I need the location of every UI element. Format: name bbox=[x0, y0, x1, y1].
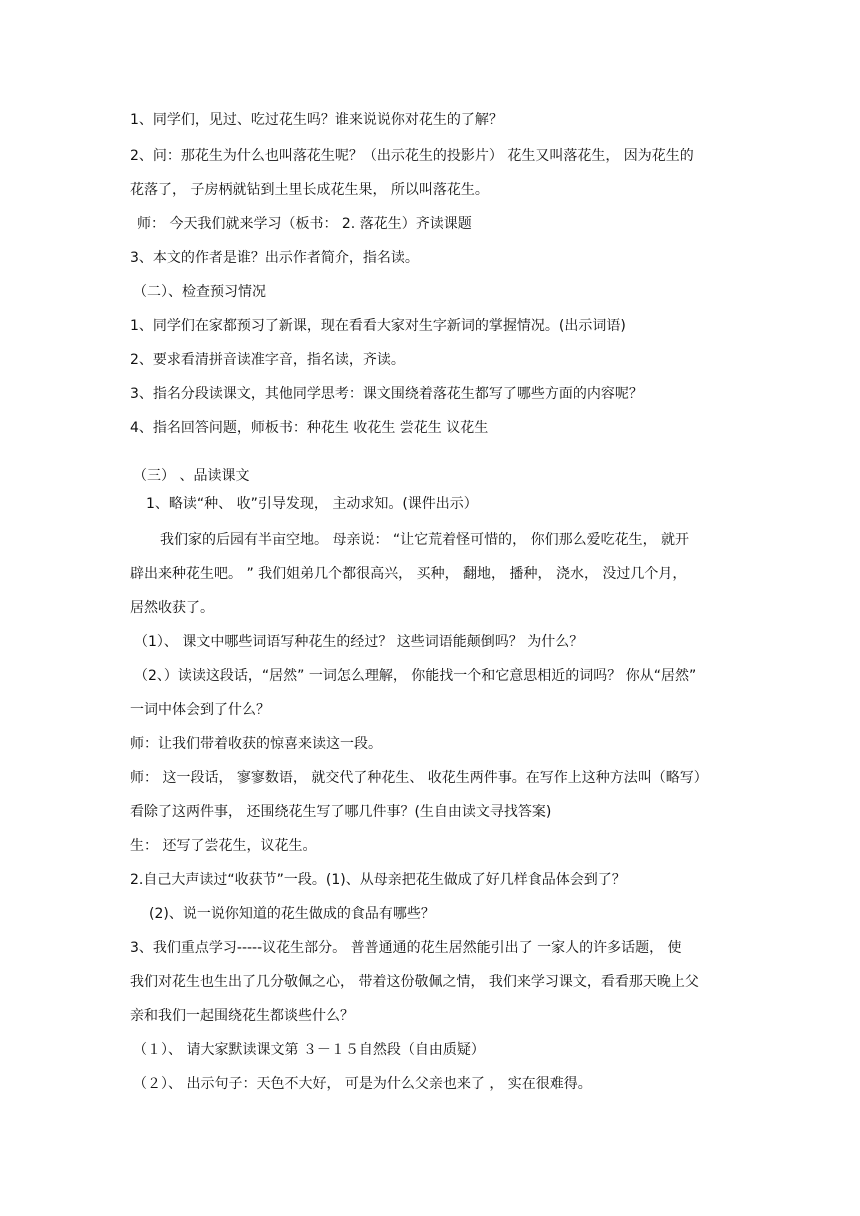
paragraph-line: 花落了， 子房柄就钻到土里长成花生果， 所以叫落花生。 bbox=[130, 182, 489, 198]
quoted-passage-line: 居然收获了。 bbox=[130, 600, 214, 616]
paragraph-line: 3、指名分段读课文，其他同学思考：课文围绕着落花生都写了哪些方面的内容呢？ bbox=[130, 386, 643, 402]
quoted-passage-line: 我们家的后园有半亩空地。 母亲说： “让它荒着怪可惜的， 你们那么爱吃花生， 就开 bbox=[160, 532, 690, 548]
paragraph-line: 师： 这一段话， 寥寥数语， 就交代了种花生、 收花生两件事。在写作上这种方法叫（略写） bbox=[130, 770, 708, 786]
paragraph-line: 1、同学们，见过、吃过花生吗？谁来说说你对花生的了解？ bbox=[130, 112, 503, 128]
paragraph-line: 3、我们重点学习-----议花生部分。 普普通通的花生居然能引出了 一家人的许多话题， 使 bbox=[130, 940, 682, 956]
paragraph-line: 2、要求看清拼音读准字音，指名读，齐读。 bbox=[130, 352, 405, 368]
paragraph-line: 生： 还写了尝花生，议花生。 bbox=[130, 838, 317, 854]
paragraph-line: 2、问：那花生为什么也叫落花生呢？（出示花生的投影片） 花生又叫落花生， 因为花生的 bbox=[130, 148, 694, 164]
paragraph-line: 亲和我们一起围绕花生都谈些什么？ bbox=[130, 1008, 354, 1024]
paragraph-line: 4、指名回答问题，师板书：种花生 收花生 尝花生 议花生 bbox=[130, 420, 489, 436]
paragraph-line: (2)、说一说你知道的花生做成的食品有哪些？ bbox=[149, 906, 435, 922]
paragraph-line: 一词中体会到了什么？ bbox=[130, 702, 270, 718]
paragraph-line: （1）、 课文中哪些词语写种花生的经过？ 这些词语能颠倒吗？ 为什么？ bbox=[134, 634, 584, 650]
paragraph-line: 看除了这两件事， 还围绕花生写了哪几件事？(生自由读文寻找答案) bbox=[130, 804, 552, 820]
paragraph-line: 1、同学们在家都预习了新课，现在看看大家对生字新词的掌握情况。(出示词语) bbox=[130, 318, 626, 334]
paragraph-line: （2、）读读这段话，“居然” 一词怎么理解， 你能找一个和它意思相近的词吗？ 你从“居然” bbox=[134, 668, 697, 684]
paragraph-line: 2.自己大声读过“收获节”一段。(1)、从母亲把花生做成了好几样食品体会到了？ bbox=[130, 872, 626, 888]
section-heading: （二）、检查预习情况 bbox=[133, 284, 266, 300]
paragraph-line: 3、本文的作者是谁？出示作者简介，指名读。 bbox=[130, 250, 419, 266]
paragraph-line: （１）、 请大家默读课文第 ３－１５自然段（自由质疑） bbox=[133, 1042, 485, 1058]
paragraph-line: 师：让我们带着收获的惊喜来读这一段。 bbox=[130, 736, 382, 752]
paragraph-line: 我们对花生也生出了几分敬佩之心， 带着这份敬佩之情， 我们来学习课文，看看那天晚上父 bbox=[130, 974, 699, 990]
section-heading: （三） 、品读课文 bbox=[133, 468, 250, 484]
paragraph-line: 1、略读“种、 收”引导发现， 主动求知。(课件出示） bbox=[146, 496, 478, 512]
paragraph-line: 师： 今天我们就来学习（板书： 2. 落花生）齐读课题 bbox=[137, 216, 472, 232]
paragraph-line: （２）、 出示句子：天色不大好， 可是为什么父亲也来了 ， 实在很难得。 bbox=[133, 1076, 592, 1092]
quoted-passage-line: 辟出来种花生吧。 ” 我们姐弟几个都很高兴， 买种， 翻地， 播种， 浇水， 没过几个月， bbox=[130, 566, 687, 582]
